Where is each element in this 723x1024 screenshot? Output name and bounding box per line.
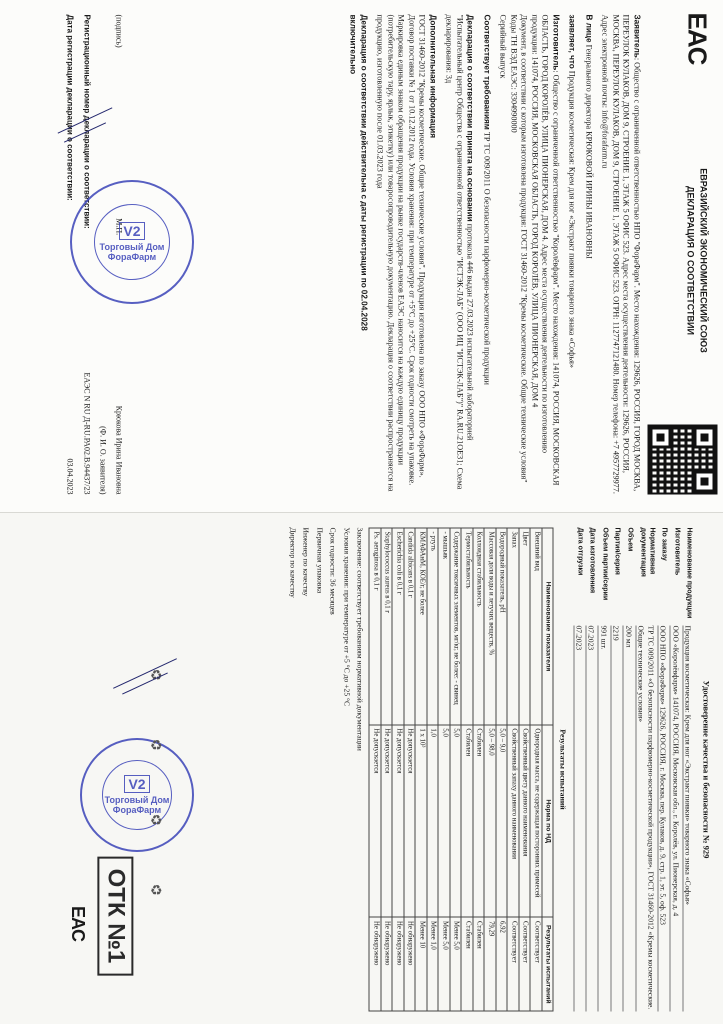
declaration-header [684, 120, 709, 400]
table-row [495, 528, 506, 1011]
table-cell: Содержание токсичных элементов, мг/кг, не более: - свинец [449, 528, 460, 725]
recycle-icon: ♻ [150, 739, 163, 754]
table-row [530, 528, 541, 1011]
table-row [415, 528, 426, 1011]
conforms-paragraph: Соответствует требованиям ТР ТС 009/2011 О безопасности парфюмерно-косметической продукции [482, 14, 491, 385]
table-cell: Не обнаружено [403, 917, 414, 1011]
table-cell: Escherichia coli в 0,1 г [392, 528, 403, 725]
table-cell: Не обнаружено [392, 917, 403, 1011]
field-label: Объем партии/серии [600, 527, 608, 600]
table-cell: Менее 10 [415, 917, 426, 1011]
field-value: 07.2023 [585, 625, 595, 1011]
field-value: 991 шт. [598, 625, 608, 1011]
field-label: Объем [625, 527, 633, 551]
engineer-title: Инженер по качеству [301, 527, 311, 596]
table-cell: 5,0 [438, 724, 449, 917]
table-cell: 5,0 – 9,0 [495, 724, 506, 917]
field-label: Партия/серия [613, 527, 621, 575]
table-cell: Не допускается [392, 724, 403, 917]
table-cell: КМАФАнМ, КОЕ/г, не более [415, 528, 426, 725]
recycle-icon: ♻ [150, 884, 163, 899]
field-value: 200 мл [622, 625, 632, 1011]
field-label: Наименование продукции [685, 527, 693, 618]
table-cell: Коллоидная стабильность [472, 528, 483, 725]
table-cell: Staphylococcus aureus в 0,1 г [380, 528, 391, 725]
table-cell: 1 х 10³ [415, 724, 426, 917]
table-cell: Однородная масса, не содержащая посторонних примесей [530, 724, 541, 917]
table-cell: Соответствует [518, 917, 529, 1011]
table-cell: Стабилен [461, 917, 472, 1011]
manufacturer-paragraph: Изготовитель: Общество с ограниченной ответственностью "Королёвфарм". Место нахождения: 141074, РОССИЯ, МОСКОВСКАЯ ОБЛАСТЬ, ГОРОД КОРОЛЁВ, УЛИЦА ПИОНЕРСКАЯ, ДОМ 4. Адрес места осуществления деятельности по изготовлению продукции: 141074, РОССИЯ, МОСКОВСКАЯ ОБЛАСТЬ, ГОРОД КОРОЛЁВ, УЛИЦА ПИОНЕРСКАЯ, ДОМ 4 Документ, в соответствии с которым изготовлена продукция: ГОСТ 31460-2012 "Кремы косметические. Общие технические условия" Коды ТН ВЭД ЕАЭС: 3304990000 Серийный выпуск [498, 14, 560, 485]
product-document: Документ, в соответствии с которым изготовлена продукция: ГОСТ 31460-2012 "Кремы косметические. Общие технические условия" [519, 14, 529, 483]
company-stamp-icon: V2 Торговый Дом ФораФарм [80, 738, 194, 852]
field-label: По заказу [660, 527, 668, 561]
reg-number-label: Регистрационный номер декларации о соответствии: [81, 14, 91, 229]
table-cell: Соответствует [530, 917, 541, 1011]
signature-caption: (подпись) [114, 14, 123, 48]
results-title: Результаты испытаний [557, 728, 567, 810]
table-cell: Массовая доля воды и летучих веществ, % [484, 528, 495, 725]
table-cell: 5,0 – 98,0 [484, 724, 495, 917]
storage-conditions: Условия хранения: при температуре от +5 °С до +25 °С [341, 527, 351, 706]
field-label: Дата изготовления [588, 527, 596, 593]
table-row [380, 528, 391, 1011]
signer-caption: (Ф. И. О. заявителя) [97, 425, 107, 494]
table-row [369, 528, 380, 1011]
certificate-sheet [0, 512, 723, 1024]
table-row [507, 528, 518, 1011]
table-row [449, 528, 460, 1011]
qr-code-icon [647, 424, 717, 494]
series-type: Серийный выпуск [498, 14, 508, 78]
director-title: Директор по качеству [287, 527, 297, 598]
table-cell: Стабилен [472, 917, 483, 1011]
field-value: 2219 [610, 625, 620, 1011]
person-paragraph: В лице Генерального директора КРЮКОВОЙ ИРИНЫ ИВАНОВНЫ [584, 14, 593, 259]
table-cell: Не допускается [369, 724, 380, 917]
certificate-fields [573, 527, 693, 1011]
table-cell: Соответствует [507, 917, 518, 1011]
table-cell: Не допускается [403, 724, 414, 917]
table-header: Наименование показателя [541, 528, 552, 725]
table-cell: Не допускается [380, 724, 391, 917]
reg-date: 03.04.2023 [65, 458, 75, 494]
eac-logo: EAC [682, 12, 712, 64]
conclusion: Заключение: соответствует требованиям нормативной документации [355, 527, 365, 751]
validity-paragraph: Декларация о соответствии действительна с даты регистрации по 02.04.2028 включительно [348, 14, 368, 331]
reg-date-label: Дата регистрации декларации о соответствии: [65, 14, 75, 201]
field-value: 07.2023 [573, 625, 583, 1011]
table-cell: Менее 5,0 [449, 917, 460, 1011]
field-value: ТР ТС 009/2011 «О безопасности парфюмерно-косметической продукции», ГОСТ 31460-2012 «Кремы косметические. Общие технические условия» [635, 625, 655, 1011]
field-value: Продукция косметическая: Крем для ног «Экстракт пиявки» товарного знака «Софья» [682, 625, 692, 1011]
company-stamp-icon: V2 Торговый Дом ФораФарм [70, 180, 194, 304]
table-cell: Свойственный запаху данного наименования [507, 724, 518, 917]
field-label: Изготовитель [672, 527, 680, 575]
table-cell: 6,92 [495, 917, 506, 1011]
table-cell: Цвет [518, 528, 529, 725]
tnved-codes: Коды ТН ВЭД ЕАЭС: 3304990000 [509, 14, 518, 133]
table-cell: 1,0 [426, 724, 437, 917]
certificate-footer [287, 527, 364, 1011]
table-cell: Свойственный цвету данного наименования [518, 724, 529, 917]
table-cell: Внешний вид [530, 528, 541, 725]
table-row [438, 528, 449, 1011]
table-row [472, 528, 483, 1011]
table-cell: Не обнаружено [369, 917, 380, 1011]
otk-stamp: ОТК №1 [97, 857, 133, 976]
recycle-icon: ♻ [150, 669, 163, 684]
table-row [426, 528, 437, 1011]
signer-name: Крюкова Ирина Ивановна [114, 405, 123, 494]
table-row [518, 528, 529, 1011]
applicant-paragraph: Заявитель: Общество с ограниченной ответственностью НПО "ФораФарм". Место нахождения: 129626, РОССИЯ, ГОРОД МОСКВА, ПЕРЕУЛОК КУЛАКОВ, ДОМ 9, СТРОЕНИЕ 1, ЭТАЖ 5 ОФИС 523. Адрес места осуществления деятельности: 129626, РОССИЯ, МОСКВА, ПЕРЕУЛОК КУЛАКОВ, ДОМ 9, СТРОЕНИЕ 1, ЭТАЖ 5 ОФИС 523. ОГРН: 1127747121480. Номер телефона: +7 4957729977. Адрес электронной почты: info@forafarm.ru [600, 14, 641, 494]
table-row [461, 528, 472, 1011]
declaration-title: ДЕКЛАРАЦИЯ О СООТВЕТСТВИИ [685, 185, 696, 335]
shelf-life: Срок годности: 36 месяцев [328, 527, 338, 615]
mp-label: М.П. [114, 217, 123, 235]
table-header: Норма по НД [541, 724, 552, 917]
table-header: Результаты испытаний [541, 917, 552, 1011]
table-cell: Стабилен [461, 724, 472, 917]
table-cell: 5,0 [449, 724, 460, 917]
certificate-title: Удостоверение качества и безопасности № 929 [701, 680, 711, 858]
table-cell: Менее 5,0 [438, 917, 449, 1011]
table-cell: Термостабильность [461, 528, 472, 725]
table-cell: Стабилен [472, 724, 483, 917]
basis-paragraph: Декларация о соответствии принята на основании протокола 446 выдан 27.03.2023 испытательной лабораторией "Испытательный центр Общества с ограниченной ответственностью "ИСТЭК-ЛАБ" (ООО ИЦ "ИСТЭК-ЛАБ")" RA.RU.21OE31; Схема декларирования: 3д [444, 14, 475, 489]
results-table [368, 527, 553, 1011]
declaration-body [341, 14, 641, 494]
table-cell: Ps. aeruginosa в 0,1 г [369, 528, 380, 725]
declares-paragraph: заявляет, что Продукция косметическая: Крем для ног «Экстракт пиявки товарного знака «Софья» [567, 14, 577, 368]
table-cell: 79,29 [484, 917, 495, 1011]
table-row [484, 528, 495, 1011]
table-row [403, 528, 414, 1011]
table-cell: Водородный показатель, pH [495, 528, 506, 725]
table-cell: Не обнаружено [380, 917, 391, 1011]
table-cell: - ртуть [426, 528, 437, 725]
table-cell: Candida albicans в 0,1 г [403, 528, 414, 725]
field-label: Нормативная документация [639, 527, 655, 577]
table-cell: - мышьяк [438, 528, 449, 725]
primary-package: Первичная упаковка [314, 527, 324, 593]
union-title: ЕВРАЗИЙСКИЙ ЭКОНОМИЧЕСКИЙ СОЮЗ [698, 167, 708, 353]
field-label: Дата отгрузки [576, 527, 584, 575]
extra-info-paragraph: Дополнительная информация ГОСТ 31460-2012 "Кремы косметические. Общие технические условия". Продукция изготовлена по заказу ООО НПО «ФораФарм». Договор поставки № 1 от 10.12.2012 года. Условия хранения: при температуре от +5°С до +25°С. Срок годности смотреть на упаковке. Маркировка единым знаком обращения продукции на рынке государств-членов ЕАЭС наносится на каждую единицу продукции (потребительскую тару, ярлык, этикетку) или товаросопроводительную документацию. Декларация о соответствии распространяется на продукцию, изготовленную после 01.03.2023 года [375, 14, 437, 491]
field-value: ООО НПО «ФораФарм» 129626, РОССИЯ, г. Москва, пер. Кулаков, д. 9, стр. 1, эт. 5, оф. 523 [657, 625, 667, 1011]
recycle-icon: ♻ [150, 814, 163, 829]
table-row [392, 528, 403, 1011]
eac-logo-small: EAC [68, 905, 89, 942]
reg-number: ЕАЭС N RU Д-RU.РА02.В.94437/23 [81, 372, 91, 494]
field-value: ООО «Королёвфарм» 141074, РОССИЯ, Московская обл., г. Королёв, ул. Пионерская, д. 4 [669, 625, 679, 1011]
table-cell: Менее 1,0 [426, 917, 437, 1011]
table-cell: Запах [507, 528, 518, 725]
